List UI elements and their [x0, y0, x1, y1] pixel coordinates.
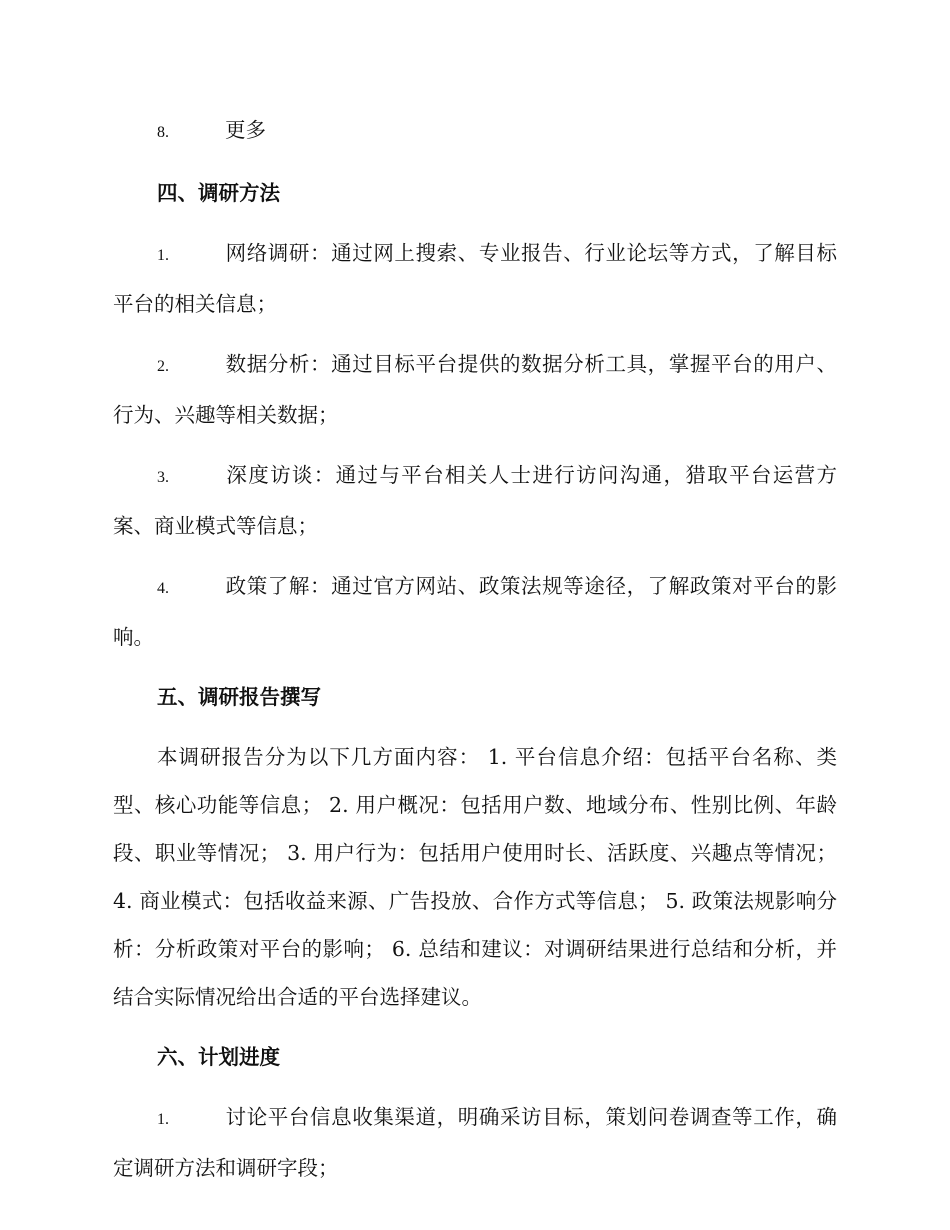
list-number: 4. — [157, 580, 169, 597]
list-number: 3. — [157, 469, 169, 486]
list-number: 8. — [157, 124, 169, 141]
list-item — [113, 229, 837, 328]
section-heading: 五、调研报告撰写 — [157, 685, 321, 709]
list-item — [113, 1093, 837, 1192]
list-text: 讨论平台信息收集渠道，明确采访目标，策划问卷调查等工作，确定调研方法和调研字段； — [113, 1105, 837, 1180]
list-number: 1. — [157, 1111, 169, 1128]
list-text: 深度访谈：通过与平台相关人士进行访问沟通，猎取平台运营方案、商业模式等信息； — [113, 463, 837, 538]
list-text: 数据分析：通过目标平台提供的数据分析工具，掌握平台的用户、行为、兴趣等相关数据； — [113, 352, 837, 427]
list-number: 2. — [157, 358, 169, 375]
body-paragraph: 本调研报告分为以下几方面内容： 1. 平台信息介绍：包括平台名称、类型、核心功能等信息； 2. 用户概况：包括用户数、地域分布、性别比例、年龄段、职业等情况； 3. 用户行为：包括用户使用时长、活跃度、兴趣点等情况； 4. 商业模式：包括收益来源、广告投放、合作方式等信息； 5. 政策法规影响分析：分析政策对平台的影响； 6. 总结和建议：对调研结果进行总结和分析，并结合实际情况给出合适的平台选择建议。 — [113, 745, 837, 1009]
list-item — [113, 106, 837, 157]
list-number: 1. — [157, 247, 169, 264]
list-item — [113, 562, 837, 661]
list-text: 政策了解：通过官方网站、政策法规等途径，了解政策对平台的影响。 — [113, 574, 837, 649]
list-text: 网络调研：通过网上搜索、专业报告、行业论坛等方式，了解目标平台的相关信息； — [113, 241, 837, 316]
list-item — [113, 340, 837, 439]
section-heading: 六、计划进度 — [157, 1045, 280, 1069]
list-text: 更多 — [225, 118, 266, 142]
section-heading: 四、调研方法 — [157, 181, 280, 205]
list-item — [113, 451, 837, 550]
